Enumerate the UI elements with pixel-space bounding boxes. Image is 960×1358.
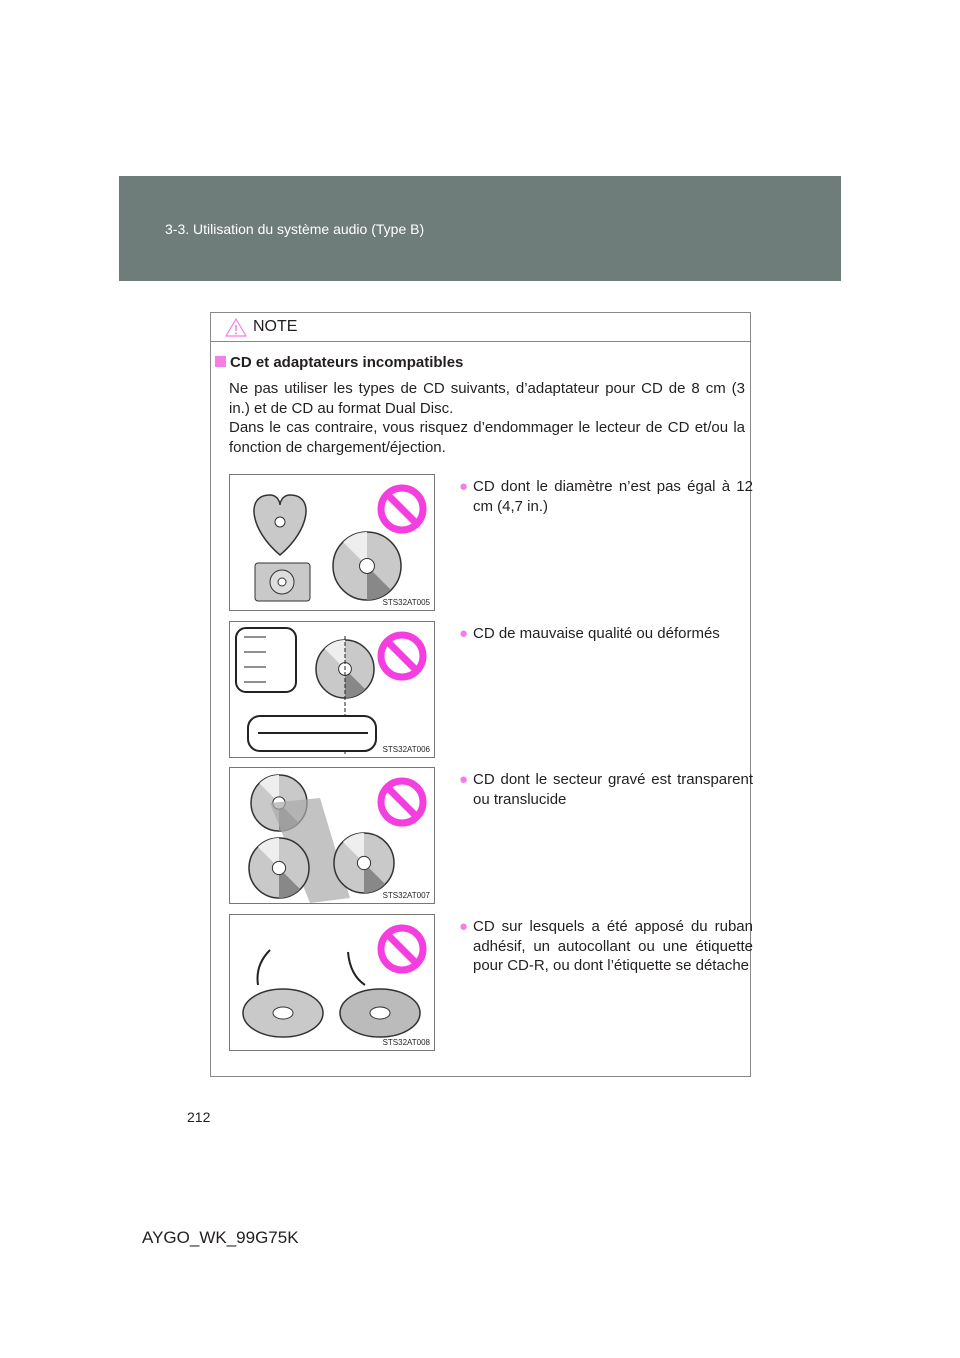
- cd-illustration: [230, 622, 434, 757]
- prohibited-icon: [381, 635, 423, 677]
- paragraph: Ne pas utiliser les types de CD suivants, d’adaptateur pour CD de 8 cm (3 in.) et de CD au format Dual Disc.: [229, 380, 745, 417]
- item-text: CD de mauvaise qualité ou déformés: [473, 625, 720, 642]
- footer-code: AYGO_WK_99G75K: [142, 1228, 299, 1247]
- cd-illustration: [230, 915, 434, 1050]
- list-item: [459, 624, 753, 644]
- prohibited-icon: [381, 488, 423, 530]
- paragraph: Dans le cas contraire, vous risquez d’endommager le lecteur de CD et/ou la fonction de chargement/éjection.: [229, 419, 745, 456]
- section-heading: [215, 354, 463, 371]
- cd-illustration: [230, 475, 434, 610]
- bullet-icon: ●: [459, 478, 469, 495]
- note-body: [229, 379, 745, 457]
- prohibited-icon: [381, 928, 423, 970]
- note-title: NOTE: [253, 318, 298, 335]
- warning-icon: [225, 318, 247, 337]
- illustration-2: [229, 621, 435, 758]
- item-text: CD dont le secteur gravé est transparent ou translucide: [473, 771, 753, 808]
- bullet-icon: ●: [459, 771, 469, 788]
- figure-code: STS32AT008: [382, 1038, 430, 1047]
- illustration-4: [229, 914, 435, 1051]
- prohibited-icon: [381, 781, 423, 823]
- figure-code: STS32AT007: [382, 891, 430, 900]
- section-header: [119, 176, 841, 281]
- list-item: [459, 477, 753, 516]
- list-item: [459, 770, 753, 809]
- figure-code: STS32AT006: [382, 745, 430, 754]
- note-box: [210, 312, 751, 1077]
- item-text: CD sur lesquels a été apposé du ruban adhésif, un autocollant ou une étiquette pour CD-R, ou dont l’étiquette se détache: [473, 918, 753, 974]
- illustration-3: [229, 767, 435, 904]
- bullet-icon: ●: [459, 625, 469, 642]
- note-header: [211, 313, 750, 342]
- section-title: 3-3. Utilisation du système audio (Type B): [165, 221, 425, 237]
- list-item: [459, 917, 753, 976]
- illustration-1: [229, 474, 435, 611]
- page-number: 212: [187, 1109, 211, 1125]
- figure-code: STS32AT005: [382, 598, 430, 607]
- item-text: CD dont le diamètre n’est pas égal à 12 cm (4,7 in.): [473, 478, 753, 515]
- square-bullet-icon: [215, 356, 226, 367]
- cd-illustration: [230, 768, 434, 903]
- bullet-icon: ●: [459, 918, 469, 935]
- heading-text: CD et adaptateurs incompatibles: [230, 354, 464, 371]
